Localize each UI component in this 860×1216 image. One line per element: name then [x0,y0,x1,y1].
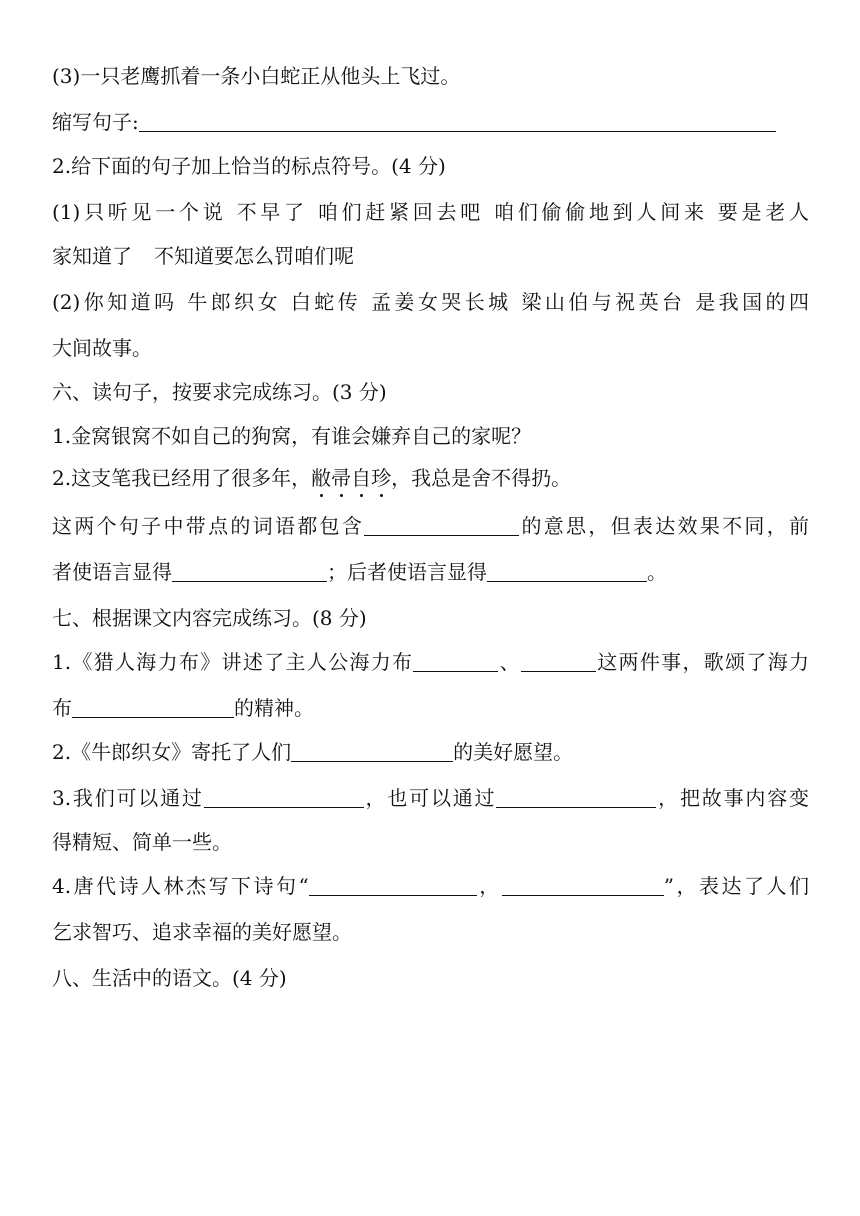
text-segment: 2.这支笔我已经用了很多年， [52,466,312,490]
fill-row-methods-cont: 得精短、简单一些。 [52,830,232,854]
text-segment: 家知道了 [52,244,132,268]
text-segment: 不早了 [236,200,308,224]
text-segment: 孟姜女哭长城 [370,290,512,314]
dotted-char: 自 [351,466,372,490]
text-segment: 这两件事，歌颂了海力 [595,650,810,674]
text-segment: 、 [498,650,521,674]
section-heading-7: 七、根据课文内容完成练习。(8 分) [52,606,367,630]
sentence-3: (3)一只老鹰抓着一条小白蛇正从他头上飞过。 [52,64,461,88]
text-segment: ，把故事内容变 [656,786,809,810]
text-segment: 是我国的四 [695,290,809,314]
fill-row-methods [52,784,809,812]
text-segment: 者使语言显得 [52,560,172,584]
punctuation-sentence-1-cont [52,242,809,270]
answer-blank[interactable] [521,651,596,672]
answer-blank[interactable] [413,651,498,672]
text-segment: ，我总是舍不得扔。 [391,466,572,490]
section-heading-6: 六、读句子，按要求完成练习。(3 分) [52,380,387,404]
text-segment: 咱们偷偷地到人间来 [494,200,708,224]
dotted-char: 帚 [331,466,352,490]
reading-sentence-2 [52,464,809,492]
condense-label: 缩写句子: [52,110,139,134]
fill-row-niulang [52,738,809,766]
fill-row-effect [52,558,809,586]
text-segment: 1.《猎人海力布》讲述了主人公海力布 [52,650,414,674]
text-segment: 这两个句子中带点的词语都包含 [52,514,365,538]
question-heading: 2.给下面的句子加上恰当的标点符号。(4 分) [52,154,446,178]
text-segment: 的美好愿望。 [453,740,574,764]
fill-row-poem [52,872,809,900]
fill-row-meaning [52,512,809,540]
answer-blank[interactable] [139,111,776,132]
punctuation-sentence-2 [52,288,809,316]
punctuation-sentence-1 [52,198,809,226]
text-segment: ；后者使语言显得 [327,560,487,584]
answer-blank[interactable] [172,561,327,582]
answer-blank[interactable] [364,515,519,536]
fill-row-poem-cont: 乞求智巧、追求幸福的美好愿望。 [52,920,352,944]
text-segment: (1)只听见一个说 [52,200,227,224]
answer-blank[interactable] [309,875,477,896]
text-segment: 的精神。 [234,696,314,720]
dotted-char: 敝 [311,466,332,490]
text-segment: 布 [52,696,72,720]
text-segment: ，也可以通过 [363,786,497,810]
answer-blank[interactable] [204,787,364,808]
punctuation-sentence-2-cont: 大间故事。 [52,336,152,360]
section-heading-8: 八、生活中的语文。(4 分) [52,966,287,990]
text-segment: ”，表达了人们 [663,874,809,898]
text-segment: 3.我们可以通过 [52,786,204,810]
text-segment: 白蛇传 [290,290,362,314]
fill-row-spirit [52,694,809,722]
answer-blank[interactable] [72,697,234,718]
answer-blank[interactable] [502,875,664,896]
reading-sentence-1: 1.金窝银窝不如自己的狗窝，有谁会嫌弃自己的家呢？ [52,424,532,448]
text-segment: 2.《牛郎织女》寄托了人们 [52,740,292,764]
answer-blank[interactable] [496,787,656,808]
answer-blank[interactable] [291,741,453,762]
condense-sentence-row [52,108,809,136]
dotted-char: 珍 [371,466,392,490]
answer-blank[interactable] [487,561,647,582]
text-segment: 4.唐代诗人林杰写下诗句“ [52,874,309,898]
text-segment: 梁山伯与祝英台 [521,290,686,314]
text-segment: 。 [647,560,667,584]
text-segment: ， [476,874,502,898]
text-segment: (2)你知道吗 [52,290,178,314]
text-segment: 牛郎织女 [187,290,282,314]
text-segment: 要是老人 [717,200,809,224]
text-segment: 不知道要怎么罚咱们呢 [154,244,354,268]
text-segment: 咱们赶紧回去吧 [317,200,484,224]
text-segment: 的意思，但表达效果不同，前 [519,514,810,538]
fill-row-hailibu [52,648,809,676]
